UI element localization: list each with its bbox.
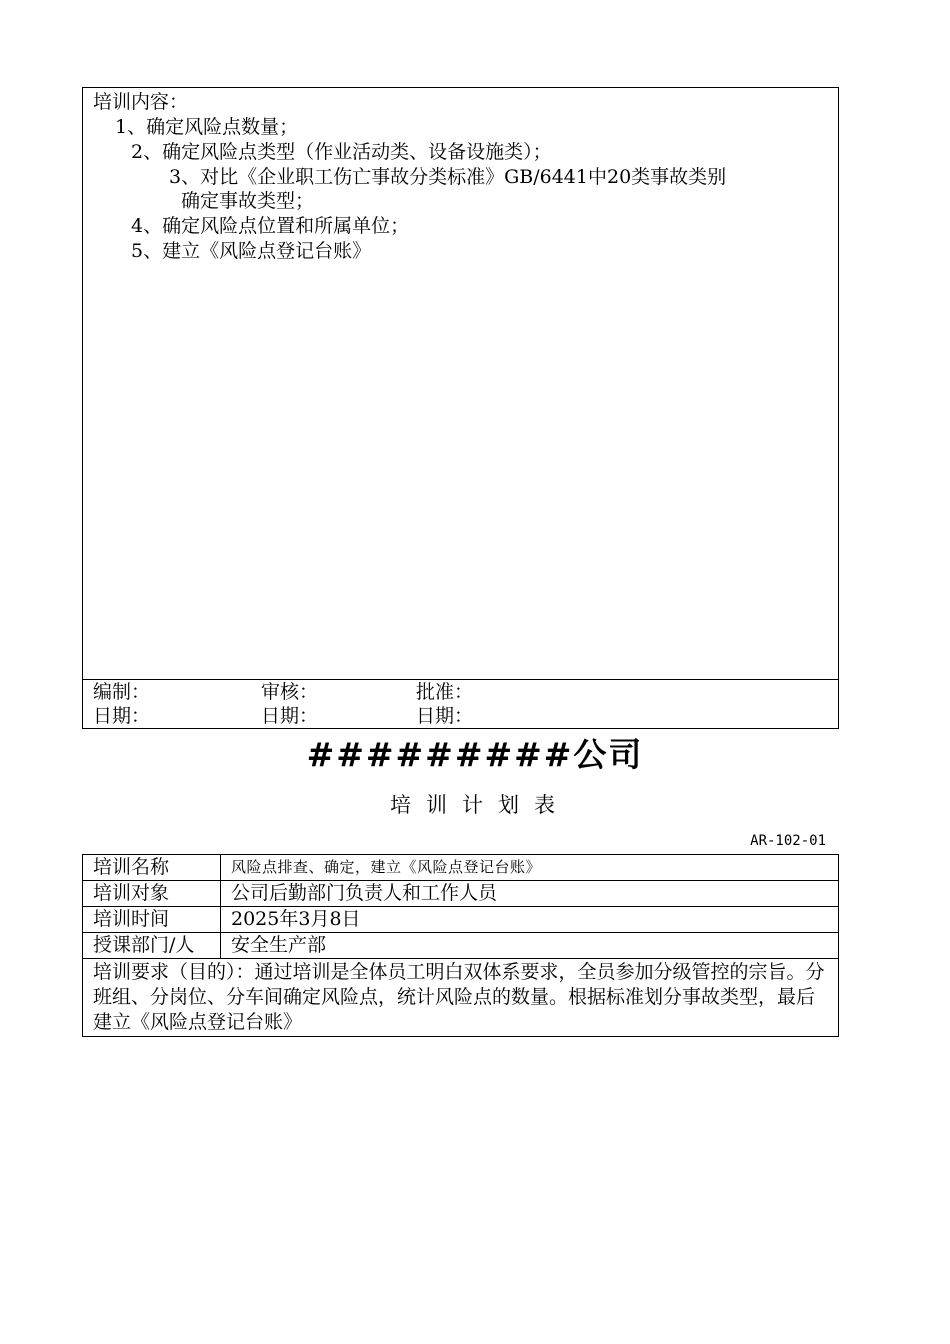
table-row (83, 907, 839, 933)
reviewed-date-label: 日期： (261, 705, 319, 727)
training-name-label: 培训名称 (83, 855, 221, 881)
form-title: 培训计划表 (390, 793, 570, 817)
approved-date-label: 日期： (416, 705, 474, 727)
compiled-date-label: 日期： (93, 705, 151, 727)
content-item-4: 4、确定风险点位置和所属单位； (131, 215, 410, 237)
teaching-dept-value: 安全生产部 (221, 933, 839, 959)
content-item-3: 3、对比《企业职工伤亡事故分类标准》GB/6441中20类事故类别 (169, 166, 727, 188)
table-row (83, 933, 839, 959)
content-item-3-cont: 确定事故类型； (181, 190, 315, 212)
training-requirement: 培训要求（目的）：通过培训是全体员工明白双体系要求，全员参加分级管控的宗旨。分班组、分岗位、分车间确定风险点，统计风险点的数量。根据标准划分事故类型，最后建立《风险点登记台账》 (83, 959, 839, 1037)
content-item-1: 1、确定风险点数量； (115, 116, 299, 138)
approved-by-label: 批准： (416, 681, 474, 703)
reviewed-by-label: 审核： (261, 681, 319, 703)
training-target-value: 公司后勤部门负责人和工作人员 (221, 881, 839, 907)
company-title: #########公司 (306, 735, 644, 774)
training-name-value: 风险点排查、确定，建立《风险点登记台账》 (221, 855, 839, 881)
training-target-label: 培训对象 (83, 881, 221, 907)
table-row (83, 855, 839, 881)
content-heading: 培训内容： (93, 91, 189, 113)
training-time-value: 2025年3月8日 (221, 907, 839, 933)
training-content-box (82, 87, 839, 729)
table-row (83, 881, 839, 907)
table-row (83, 959, 839, 1037)
content-item-5: 5、建立《风险点登记台账》 (131, 240, 372, 262)
training-time-label: 培训时间 (83, 907, 221, 933)
training-plan-table (82, 854, 839, 1037)
teaching-dept-label: 授课部门/人 (83, 933, 221, 959)
form-code: AR-102-01 (750, 833, 826, 849)
content-item-2: 2、确定风险点类型（作业活动类、设备设施类）； (131, 141, 552, 163)
compiled-by-label: 编制： (93, 681, 151, 703)
